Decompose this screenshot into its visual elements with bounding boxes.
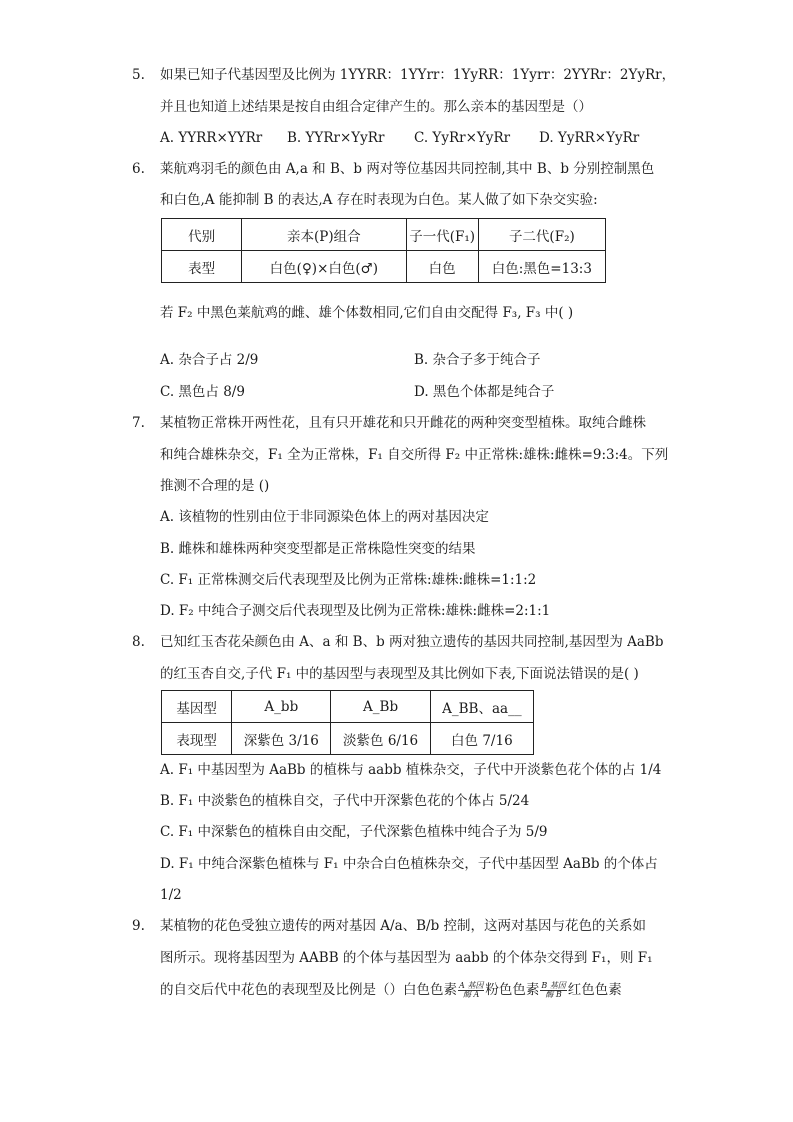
q6-stem-line2: 和白色,A 能抑制 B 的表达,A 存在时表现为白色。某人做了如下杂交实验: bbox=[160, 192, 598, 208]
q9-stem-line3 bbox=[160, 981, 622, 999]
q6-option-c[interactable]: C. 黑色占 8/9 bbox=[160, 384, 245, 400]
arrow-b-top-label: B 基因 bbox=[541, 981, 566, 990]
table-row bbox=[162, 251, 606, 283]
q8-number: 8. bbox=[132, 634, 145, 650]
q6-number: 6. bbox=[132, 161, 145, 177]
q7-option-d[interactable]: D. F₂ 中纯合子测交后代表现型及比例为正常株:雄株:雌株=2:1:1 bbox=[160, 603, 551, 619]
arrow-b-bottom-label: 酶 B bbox=[545, 990, 562, 999]
table-cell: 淡紫色 6/16 bbox=[331, 723, 430, 755]
q8-option-d[interactable]: D. F₁ 中纯合深紫色植株与 F₁ 中杂合白色植株杂交，子代中基因型 AaBb 的个体占 bbox=[160, 856, 658, 872]
table-row bbox=[162, 723, 534, 755]
q9-mid-pigment: 粉色色素 bbox=[485, 982, 540, 998]
table-cell: 白色 bbox=[406, 251, 478, 283]
q8-table bbox=[161, 690, 534, 755]
table-header-cell: 基因型 bbox=[162, 691, 232, 723]
q7-option-c[interactable]: C. F₁ 正常株测交后代表现型及比例为正常株:雄株:雌株=1:1:2 bbox=[160, 572, 537, 588]
q5-number: 5. bbox=[132, 67, 145, 83]
q5-stem-line1: 如果已知子代基因型及比例为 1YYRR：1YYrr：1YyRR：1Yyrr：2YYRr：2YyRr， bbox=[160, 67, 676, 83]
q8-option-c[interactable]: C. F₁ 中深紫色的植株自由交配，子代深紫色植株中纯合子为 5/9 bbox=[160, 824, 548, 840]
q9-stem-text: 的自交后代中花色的表现型及比例是（）白色色素 bbox=[160, 982, 457, 998]
q6-option-d[interactable]: D. 黑色个体都是纯合子 bbox=[414, 384, 555, 400]
q7-stem-line2: 和纯合雄株杂交，F₁ 全为正常株，F₁ 自交所得 F₂ 中正常株:雄株:雌株=9:3:4。下列 bbox=[160, 447, 669, 463]
q8-option-b[interactable]: B. F₁ 中淡紫色的植株自交，子代中开深紫色花的个体占 5/24 bbox=[160, 793, 530, 809]
table-cell: 白色 7/16 bbox=[430, 723, 533, 755]
q5-option-d[interactable]: D. YyRR×YyRr bbox=[539, 130, 640, 146]
q6-option-a[interactable]: A. 杂合子占 2/9 bbox=[160, 352, 259, 368]
q5-stem-line2: 并且也知道上述结果是按自由组合定律产生的。那么亲本的基因型是（） bbox=[160, 99, 592, 115]
table-cell: 深紫色 3/16 bbox=[232, 723, 331, 755]
table-row bbox=[162, 691, 534, 723]
table-header-cell: A_Bb bbox=[331, 691, 430, 723]
q8-option-d-continued: 1/2 bbox=[160, 887, 182, 903]
q9-end-pigment: 红色色素 bbox=[567, 982, 622, 998]
table-header-cell: A_bb bbox=[232, 691, 331, 723]
table-cell: 表现型 bbox=[162, 723, 232, 755]
q6-option-b[interactable]: B. 杂合子多于纯合子 bbox=[414, 352, 541, 368]
q7-option-a[interactable]: A. 该植物的性别由位于非同源染色体上的两对基因决定 bbox=[160, 509, 489, 525]
table-row bbox=[162, 219, 606, 251]
arrow-a-top-label: A 基因 bbox=[459, 981, 484, 990]
q8-option-a[interactable]: A. F₁ 中基因型为 AaBb 的植株与 aabb 植株杂交，子代中开淡紫色花个体的占 1/4 bbox=[160, 762, 662, 778]
q8-stem-line2: 的红玉杏自交,子代 F₁ 中的基因型与表现型及其比例如下表,下面说法错误的是( ) bbox=[160, 666, 639, 682]
q9-number: 9. bbox=[132, 918, 145, 934]
table-cell: 白色(♀)×白色(♂) bbox=[242, 251, 406, 283]
arrow-a-bottom-label: 酶 A bbox=[463, 990, 480, 999]
q6-stem-line3: 若 F₂ 中黑色莱航鸡的雌、雄个体数相同,它们自由交配得 F₃, F₃ 中( ) bbox=[160, 305, 574, 321]
arrow-a-icon bbox=[458, 982, 484, 999]
table-cell: 白色:黑色=13:3 bbox=[478, 251, 605, 283]
q5-option-a[interactable]: A. YYRR×YYRr bbox=[160, 130, 263, 146]
q7-stem-line3: 推测不合理的是 () bbox=[160, 478, 270, 494]
q9-stem-line1: 某植物的花色受独立遗传的两对基因 A/a、B/b 控制，这两对基因与花色的关系如 bbox=[160, 918, 647, 934]
arrow-b-icon bbox=[540, 982, 566, 999]
q7-option-b[interactable]: B. 雌株和雄株两种突变型都是正常株隐性突变的结果 bbox=[160, 541, 476, 557]
q8-stem-line1: 已知红玉杏花朵颜色由 A、a 和 B、b 两对独立遗传的基因共同控制,基因型为 AaBb bbox=[160, 634, 664, 650]
table-header-cell: 代别 bbox=[162, 219, 242, 251]
q7-number: 7. bbox=[132, 415, 145, 431]
q6-stem-line1: 莱航鸡羽毛的颜色由 A,a 和 B、b 两对等位基因共同控制,其中 B、b 分别控制黑色 bbox=[160, 161, 655, 177]
table-header-cell: 子二代(F₂) bbox=[478, 219, 605, 251]
table-header-cell: 亲本(P)组合 bbox=[242, 219, 406, 251]
q7-stem-line1: 某植物正常株开两性花，且有只开雄花和只开雌花的两种突变型植株。取纯合雌株 bbox=[160, 415, 646, 431]
table-header-cell: 子一代(F₁) bbox=[406, 219, 478, 251]
table-cell: 表型 bbox=[162, 251, 242, 283]
q9-stem-line2: 图所示。现将基因型为 AABB 的个体与基因型为 aabb 的个体杂交得到 F₁，则 F₁ bbox=[160, 950, 653, 966]
q6-table bbox=[161, 218, 606, 283]
q5-option-b[interactable]: B. YYRr×YyRr bbox=[287, 130, 385, 146]
table-header-cell: A_BB、aa__ bbox=[430, 691, 533, 723]
q5-option-c[interactable]: C. YyRr×YyRr bbox=[414, 130, 511, 146]
